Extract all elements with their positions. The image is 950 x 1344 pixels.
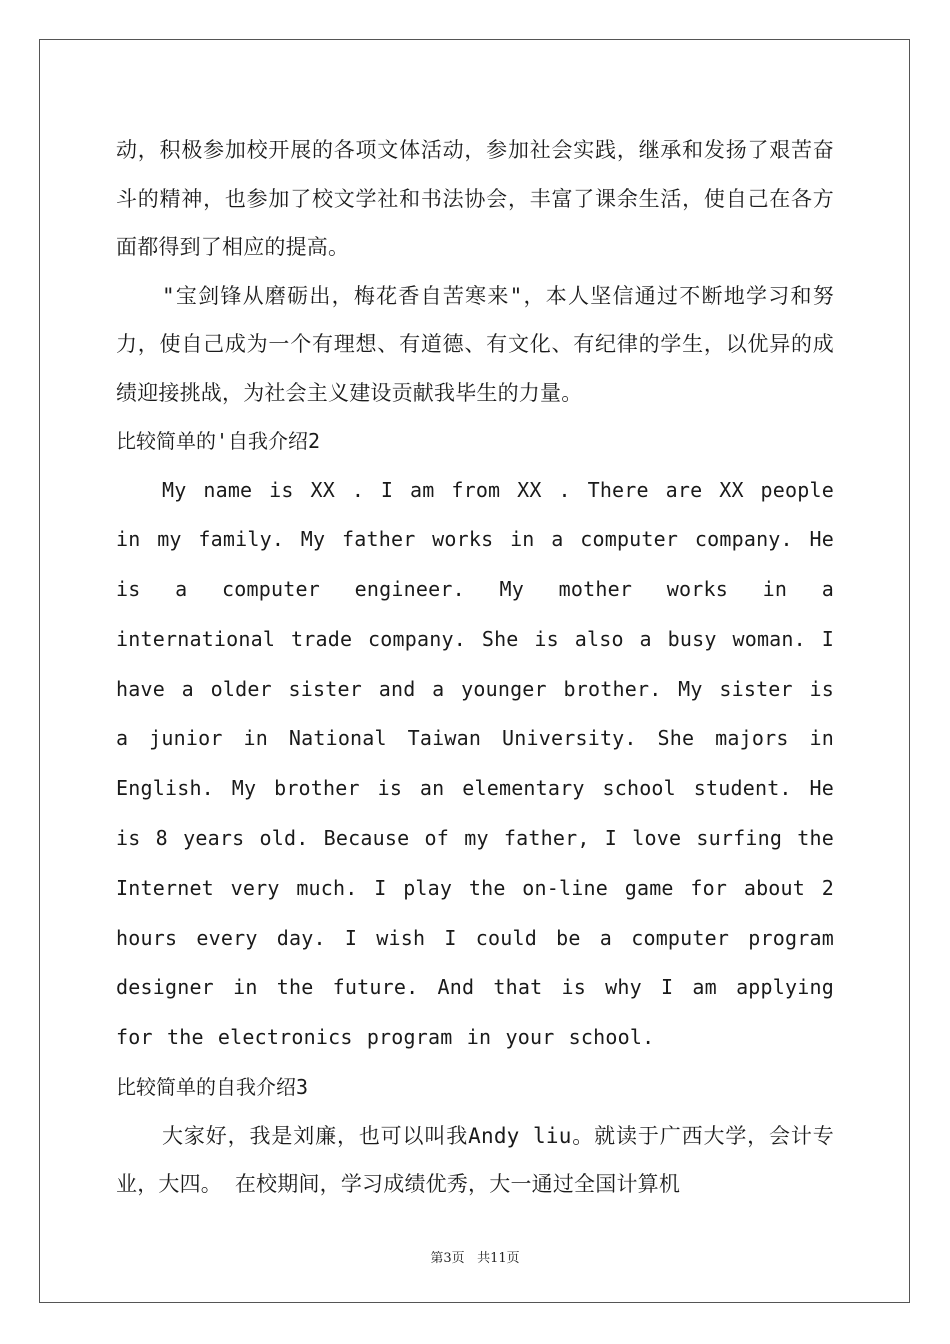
section-heading-2: 比较简单的'自我介绍2: [116, 429, 321, 453]
document-body: [116, 126, 834, 1209]
page-total: 共11页: [477, 1251, 520, 1266]
section-heading-3: 比较简单的自我介绍3: [116, 1075, 309, 1100]
paragraph-continued: 动，积极参加校开展的各项文体活动，参加社会实践，继承和发扬了艰苦奋斗的精神，也参加了校文学社和书法协会，丰富了课余生活，使自己在各方面都得到了相应的提高。: [116, 138, 834, 259]
paragraph-quote: "宝剑锋从磨砺出，梅花香自苦寒来"，本人坚信通过不断地学习和努力，使自己成为一个有理想、有道德、有文化、有纪律的学生，以优异的成绩迎接挑战，为社会主义建设贡献我毕生的力量。: [116, 283, 834, 405]
page-number: 第3页: [430, 1251, 465, 1266]
paragraph-english: My name is XX . I am from XX . There are XX people in my family. My father works in a computer company. He is a computer engineer. My mother works in a international trade company. She is also a busy woman. I have a older sister and a younger brother. My sister is a junior in National Taiwan University. She majors in English. My brother is an elementary school student. He is 8 years old. Because of my father, I love surfing the Internet very much. I play the on-line game for about 2 hours every day. I wish I could be a computer program designer in the future. And that is why I am applying for the electronics program in your school.: [116, 477, 834, 1050]
page-footer: [0, 1247, 950, 1266]
paragraph-intro-3: 大家好，我是刘廉，也可以叫我Andy liu。就读于广西大学，会计专业，大四。 在校期间，学习成绩优秀，大一通过全国计算机: [116, 1123, 834, 1197]
